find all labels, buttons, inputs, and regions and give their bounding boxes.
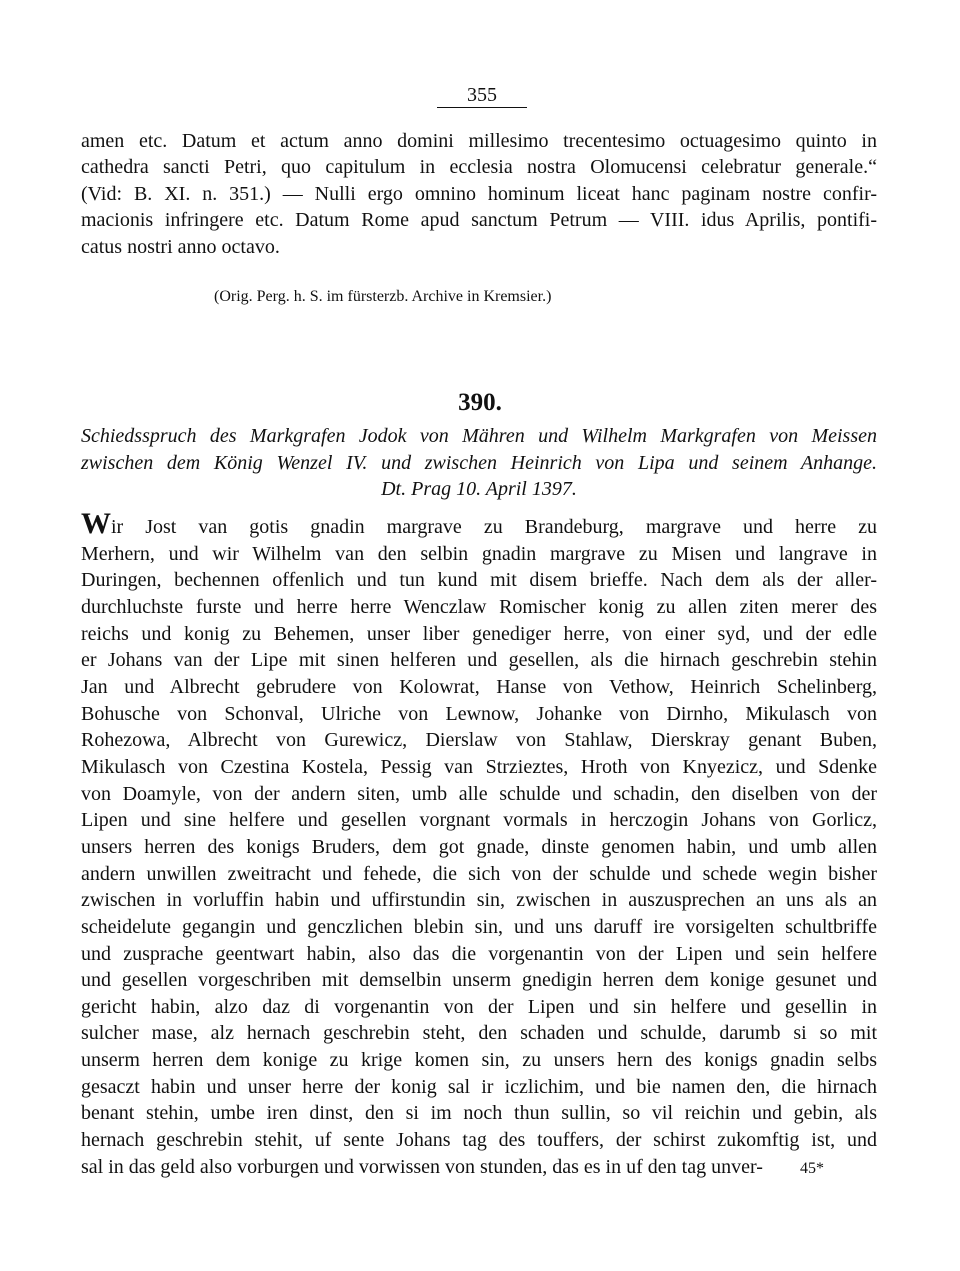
body-line: sulcher mase, alz hernach geschrebin steht, den schaden und schulde, darumb si so mit	[81, 1022, 877, 1045]
page-number: 355	[467, 84, 497, 106]
body-lines	[81, 541, 877, 1181]
body-line: sal in das geld also vorburgen und vorwissen von stunden, das es in uf den tag unver-	[81, 1155, 763, 1178]
first-line	[81, 507, 877, 541]
text-line: amen etc. Datum et actum anno domini millesimo trecentesimo octuagesimo quinto in	[81, 130, 877, 152]
body-line: benant stehin, umbe iren dinst, den si im noch thun sullin, so vil reichin und gebin, als	[81, 1102, 877, 1125]
regest-line: zwischen dem König Wenzel IV. und zwischen Heinrich von Lipa und seinem Anhange.	[81, 451, 877, 474]
body-line: hernach geschrebin stehit, uf sente Johans tag des touffers, der schirst zukomftig ist, und	[81, 1129, 877, 1152]
body-line: Lipen und sine helfere und gesellen vorgnant vormals in herczogin Johans von Gorlicz,	[81, 809, 877, 832]
source-note: (Orig. Perg. h. S. im fürsterzb. Archive in Kremsier.)	[214, 288, 552, 305]
body-line: und zusprache geentwart habin, also das die vorgenantin von der Lipen und sein helfere	[81, 942, 877, 965]
body-line: Rohezowa, Albrecht von Gurewicz, Dierslaw von Stahlaw, Dierskray genant Buben,	[81, 729, 877, 752]
text-line: catus nostri anno octavo.	[81, 235, 280, 258]
body-line: zwischen in vorluffin habin und uffirstundin sin, zwischen in auszusprechen an uns als an	[81, 889, 877, 912]
page-number-rule	[437, 107, 527, 108]
first-line-text: ir Jost van gotis gnadin margrave zu Brandeburg, margrave und herre zu	[111, 516, 877, 538]
body-line: unsers herren des konigs Bruders, dem got gnade, dinste genomen habin, und umb allen	[81, 835, 877, 858]
body-line: gesaczt habin und unser herre der konig sal ir iczlichim, und bie namen den, die hirnach	[81, 1075, 877, 1098]
body-line: reichs und konig zu Behemen, unser liber genediger herre, von einer syd, und der edle	[81, 622, 877, 645]
text-line: macionis infringere etc. Datum Rome apud sanctum Petrum — VIII. idus Aprilis, pontifi-	[81, 209, 877, 232]
body-line: Jan und Albrecht gebrudere von Kolowrat, Hanse von Vethow, Heinrich Schelinberg,	[81, 675, 877, 698]
body-line: er Johans van der Lipe mit sinen helferen und gesellen, als die hirnach geschrebin stehin	[81, 649, 877, 672]
body-line: Duringen, bechennen offenlich und tun kund mit disem brieffe. Nach dem als der aller-	[81, 569, 877, 592]
body-line: Merhern, und wir Wilhelm van den selbin gnadin margrave zu Misen und langrave in	[81, 542, 877, 565]
regest-line: Schiedsspruch des Markgrafen Jodok von Mähren und Wilhelm Markgrafen von Meissen	[81, 425, 877, 447]
text-line: cathedra sancti Petri, quo capitulum in ecclesia nostra Olomucensi celebratur generale.“	[81, 156, 877, 179]
text-line: (Vid: B. XI. n. 351.) — Nulli ergo omnino hominum liceat hanc paginam nostre confir-	[81, 182, 877, 205]
body-line: Bohusche von Schonval, Ulriche von Lewnow, Johanke von Dirnho, Mikulasch von	[81, 702, 877, 725]
regest-date-line: Dt. Prag 10. April 1397.	[381, 478, 577, 501]
document-regest	[81, 423, 877, 503]
previous-document-text	[81, 128, 877, 260]
body-line: und gesellen vorgeschriben mit demselbin unserm gnedigin herren dem konige gesunet und	[81, 969, 877, 992]
body-line: gericht habin, alzo daz di vorgenantin von der Lipen und sin helfere und gesellin in	[81, 995, 877, 1018]
drop-initial: W	[81, 507, 111, 540]
document-body	[81, 507, 877, 1180]
body-line: Mikulasch von Czestina Kostela, Pessig van Strzieztes, Hroth von Knyezicz, und Sdenke	[81, 755, 877, 778]
signature-mark: 45*	[800, 1160, 824, 1177]
body-line: von Doamyle, von der andern siten, umb alle schulde und schadin, den diselben von der	[81, 782, 877, 805]
body-line: unserm herren dem konige zu krige komen sin, zu unsers hern des konigs gnadin selbs	[81, 1049, 877, 1072]
body-line: scheidelute gegangin und genczlichen blebin sin, und uns daruff ire vorsigelten schultbriffe	[81, 915, 877, 938]
body-line: andern unwillen zweitracht und fehede, die sich von der schulde und schede wegin bisher	[81, 862, 877, 885]
body-line: durchluchste furste und herre herre Wenczlaw Romischer konig zu allen ziten merer des	[81, 595, 877, 618]
document-number: 390.	[458, 389, 502, 416]
